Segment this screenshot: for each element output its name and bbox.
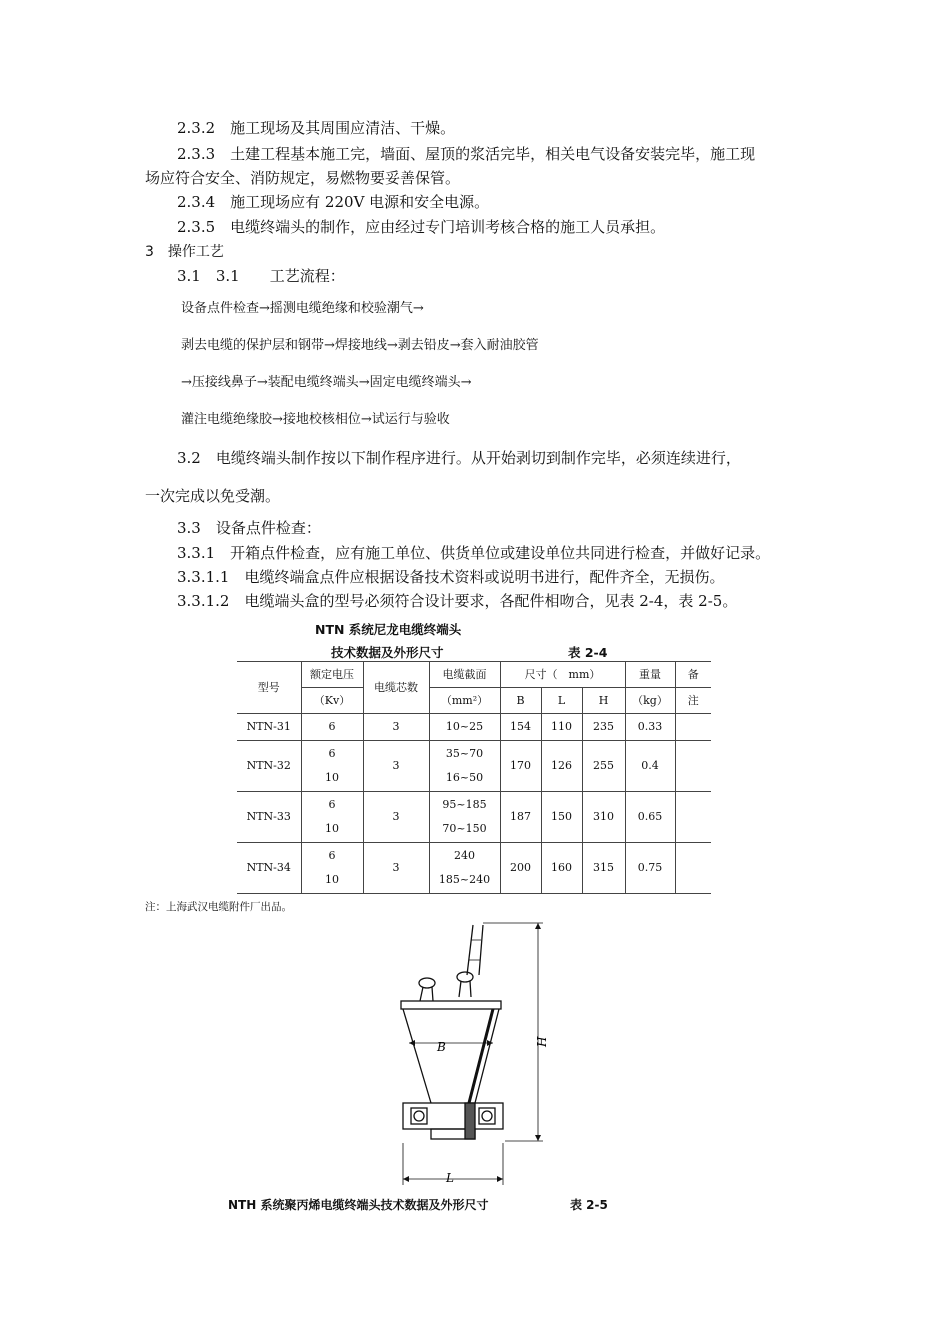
header-voltage: 额定电压 <box>301 662 363 688</box>
cell-model: NTN-33 <box>237 792 301 843</box>
header-voltage-unit: （Kv） <box>301 688 363 714</box>
dimension-label-l: L <box>446 1171 454 1185</box>
table-2-4-title: NTN 系统尼龙电缆终端头 <box>315 622 462 637</box>
table-2-5-caption: NTH 系统聚丙烯电缆终端头技术数据及外形尺寸 <box>228 1198 489 1212</box>
cell-remark <box>675 843 711 894</box>
table-2-5-number: 表 2-5 <box>570 1198 608 1212</box>
spec-table-2-4 <box>237 661 711 894</box>
cell-voltage: 6 <box>301 714 363 741</box>
para-3-3-1: 3.3.1 开箱点件检查，应有施工单位、供货单位或建设单位共同进行检查，并做好记录。 <box>177 544 771 562</box>
cell-weight: 0.33 <box>625 714 675 741</box>
header-h: H <box>582 688 625 714</box>
header-b: B <box>500 688 541 714</box>
cable-terminal-drawing <box>375 915 575 1195</box>
table-2-4-number: 表 2-4 <box>568 645 608 660</box>
flow-step-4: 灌注电缆绝缘胶→接地校核相位→试运行与验收 <box>181 412 450 427</box>
header-cores: 电缆芯数 <box>363 662 429 714</box>
cell-b: 200 <box>500 843 541 894</box>
cell-weight: 0.75 <box>625 843 675 894</box>
flow-step-3: →压接线鼻子→装配电缆终端头→固定电缆终端头→ <box>181 375 472 390</box>
cell-remark <box>675 792 711 843</box>
cell-section: 35~70 16~50 <box>429 741 500 792</box>
header-section: 电缆截面 <box>429 662 500 688</box>
cell-model: NTN-31 <box>237 714 301 741</box>
section-heading-3: 3 操作工艺 <box>145 244 224 260</box>
cell-l: 110 <box>541 714 582 741</box>
cell-section: 95~185 70~150 <box>429 792 500 843</box>
cell-l: 126 <box>541 741 582 792</box>
header-remark-1: 备 <box>675 662 711 688</box>
cell-l: 150 <box>541 792 582 843</box>
cell-h: 235 <box>582 714 625 741</box>
dimension-label-h: H <box>535 1036 549 1047</box>
para-3-1: 3.1 3.1 工艺流程： <box>177 267 345 285</box>
cell-cores: 3 <box>363 741 429 792</box>
cell-remark <box>675 741 711 792</box>
para-2-3-3-line1: 2.3.3 土建工程基本施工完，墙面、屋顶的浆活完毕，相关电气设备安装完毕，施工现 <box>177 145 756 163</box>
flow-step-1: 设备点件检查→摇测电缆绝缘和校验潮气→ <box>181 301 424 316</box>
cell-section: 240 185~240 <box>429 843 500 894</box>
cell-remark <box>675 714 711 741</box>
table-row <box>237 741 711 792</box>
flow-step-2: 剥去电缆的保护层和钢带→焊接地线→剥去铅皮→套入耐油胶管 <box>181 338 539 353</box>
header-remark-2: 注 <box>675 688 711 714</box>
para-3-2-line1: 3.2 电缆终端头制作按以下制作程序进行。从开始剥切到制作完毕，必须连续进行， <box>177 449 741 467</box>
header-model: 型号 <box>237 662 301 714</box>
cell-h: 255 <box>582 741 625 792</box>
cell-b: 187 <box>500 792 541 843</box>
table-note: 注：上海武汉电缆附件厂出品。 <box>145 901 292 913</box>
para-2-3-2: 2.3.2 施工现场及其周围应清洁、干燥。 <box>177 119 456 137</box>
para-3-2-line2: 一次完成以免受潮。 <box>145 487 281 505</box>
cell-weight: 0.65 <box>625 792 675 843</box>
para-2-3-4: 2.3.4 施工现场应有 220V 电源和安全电源。 <box>177 193 490 211</box>
table-row <box>237 714 711 741</box>
para-2-3-3-line2: 场应符合安全、消防规定，易燃物要妥善保管。 <box>145 169 461 187</box>
header-weight: 重量 <box>625 662 675 688</box>
cell-voltage: 6 10 <box>301 843 363 894</box>
header-section-unit: （mm²） <box>429 688 500 714</box>
cell-h: 310 <box>582 792 625 843</box>
cell-h: 315 <box>582 843 625 894</box>
cell-cores: 3 <box>363 714 429 741</box>
cell-voltage: 6 10 <box>301 741 363 792</box>
para-3-3-1-1: 3.3.1.1 电缆终端盒点件应根据设备技术资料或说明书进行，配件齐全，无损伤。 <box>177 568 725 586</box>
cell-voltage: 6 10 <box>301 792 363 843</box>
para-3-3-1-2: 3.3.1.2 电缆端头盒的型号必须符合设计要求，各配件相吻合，见表 2-4，表 2-5。 <box>177 592 738 610</box>
cell-weight: 0.4 <box>625 741 675 792</box>
para-2-3-5: 2.3.5 电缆终端头的制作，应由经过专门培训考核合格的施工人员承担。 <box>177 218 666 236</box>
header-l: L <box>541 688 582 714</box>
cell-b: 154 <box>500 714 541 741</box>
cell-b: 170 <box>500 741 541 792</box>
cell-cores: 3 <box>363 843 429 894</box>
cell-model: NTN-34 <box>237 843 301 894</box>
para-3-3: 3.3 设备点件检查： <box>177 519 321 537</box>
cell-cores: 3 <box>363 792 429 843</box>
cell-model: NTN-32 <box>237 741 301 792</box>
table-row <box>237 843 711 894</box>
dimension-label-b: B <box>437 1040 446 1054</box>
header-size: 尺寸（ mm） <box>500 662 625 688</box>
table-2-4-subtitle: 技术数据及外形尺寸 <box>331 645 444 660</box>
table-row <box>237 792 711 843</box>
cell-l: 160 <box>541 843 582 894</box>
cell-section: 10~25 <box>429 714 500 741</box>
header-weight-unit: （kg） <box>625 688 675 714</box>
